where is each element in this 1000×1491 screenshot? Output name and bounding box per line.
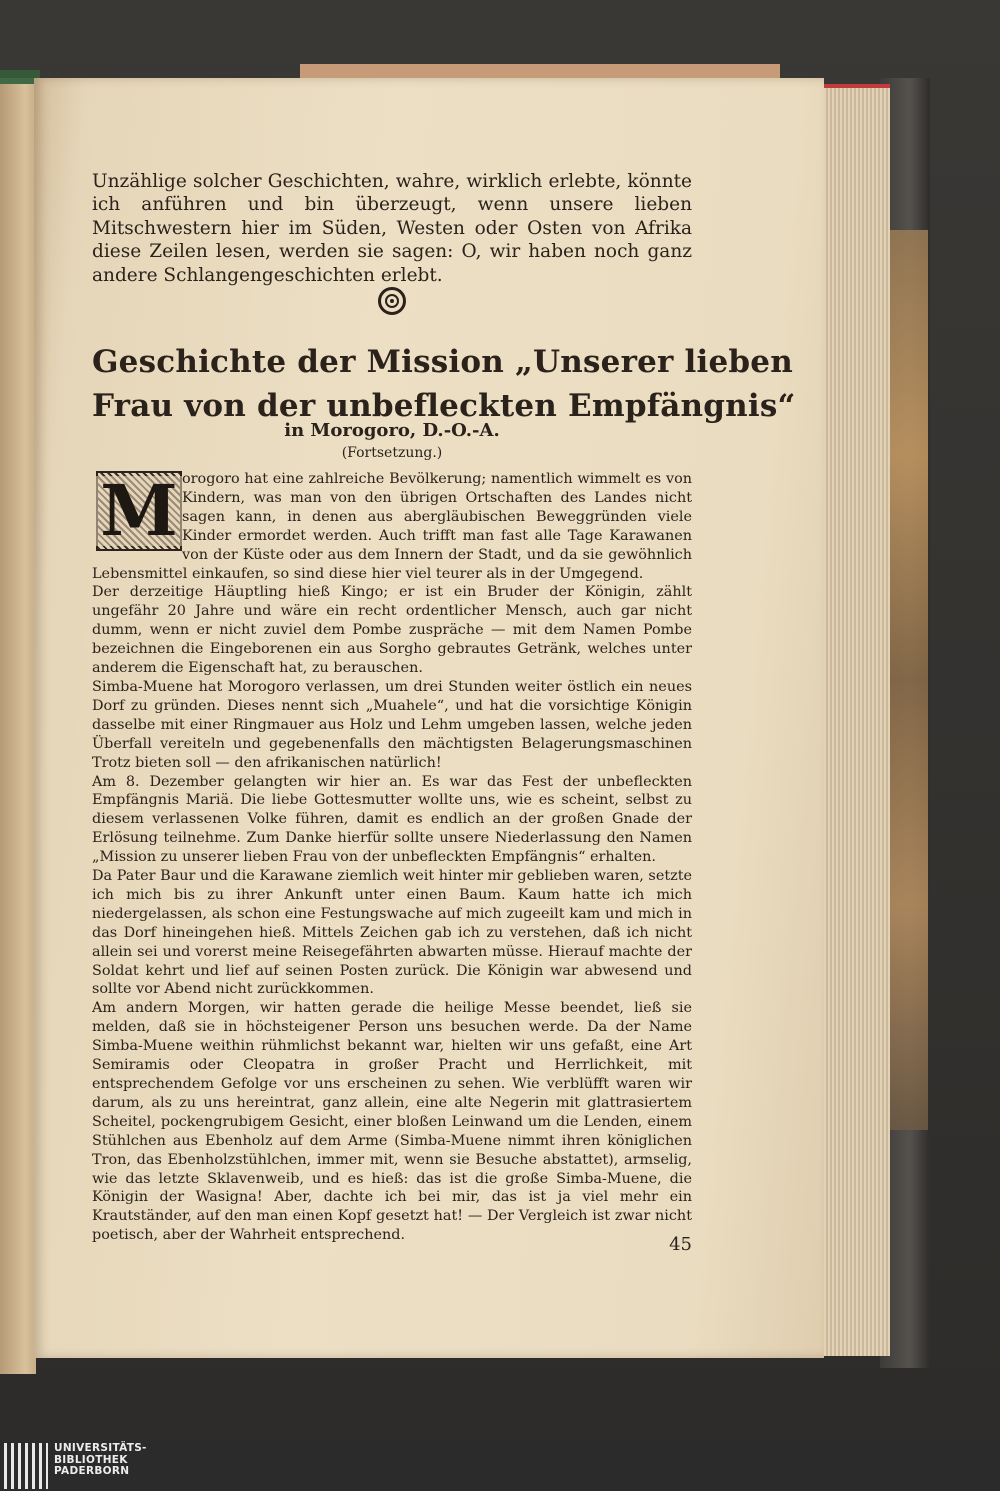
article-subtitle: in Morogoro, D.-O.-A. bbox=[284, 420, 500, 441]
paragraph-6: Am andern Morgen, wir hatten gerade die heilige Messe beendet, ließ sie melden, daß sie in höchsteigener Person uns besuchen werde. Da der Name Simba-Muene weithin rühmlichst bekannt war, hielten wir uns gefaßt, eine Art Semiramis oder Cleopatra in großer Pracht und Herrlichkeit, mit entsprechendem Gefolge vor uns erscheinen zu sehen. Wie verblüfft waren wir darum, als zu uns hereintrat, ganz allein, eine alte Negerin mit glattrasiertem Scheitel, pockengrubigem Gesicht, einer bloßen Leinwand um die Lenden, einem Stühlchen aus Ebenholz auf dem Arme (Simba-Muene nimmt ihren königlichen Tron, das Ebenholzstühlchen, immer mit, wenn sie Besuche abstattet), armselig, wie das letzte Sklavenweib, und es hieß: das ist die große Simba-Muene, die Königin der Wasigna! Aber, dachte ich bei mir, das ist ja viel mehr ein Krautständer, auf den man einen Kopf gesetzt hat! — Der Vergleich ist zwar nicht poetisch, aber der Wahrheit entsprechend. bbox=[92, 1000, 692, 1244]
drop-initial-letter: M bbox=[96, 476, 182, 546]
paragraph-4: Am 8. Dezember gelangten wir hier an. Es war das Fest der unbefleckten Empfängnis Mariä. Die liebe Gottesmutter wollte uns, wie es scheint, selbst zu diesem verlassenen Volke führen, damit es endlich an der großen Gnade der Erlösung teilnehme. Zum Danke hierfür sollte unsere Niederlassung den Namen „Mission zu unserer lieben Frau von der unbefleckten Empfängnis“ erhalten. bbox=[92, 773, 692, 866]
intro-paragraph: Unzählige solcher Geschichten, wahre, wirklich erlebte, könnte ich anführen und bin überzeugt, wenn unsere lieben Mitschwestern hier im Süden, Westen oder Osten von Afrika diese Zeilen lesen, werden sie sagen: O, wir haben noch ganz andere Schlangengeschichten erlebt. bbox=[92, 171, 692, 286]
continuation-note: (Fortsetzung.) bbox=[341, 445, 443, 461]
paragraph-5: Da Pater Baur und die Karawane ziemlich weit hinter mir geblieben waren, setzte ich mich bis zu ihrer Ankunft unter einen Baum. Kaum hatte ich mich niedergelassen, als schon eine Festungswache auf mich zugeeilt kam und mich in das Dorf hineingehen hieß. Mittels Zeichen gab ich zu verstehen, daß ich nicht allein sei und vorerst meine Reisegefährten abwarten müsse. Hierauf machte der Soldat kehrt und lief auf seinen Posten zurück. Die Königin war abwesend und sollte vor Abend nicht zurückkommen. bbox=[92, 868, 692, 998]
article-title-line-2: Frau von der unbefleckten Empfängnis“ bbox=[92, 388, 796, 424]
library-logo-line-1: UNIVERSITÄTS- bbox=[54, 1442, 147, 1454]
page-number: 45 bbox=[669, 1234, 692, 1255]
paragraph-3: Simba-Muene hat Morogoro verlassen, um drei Stunden weiter östlich ein neues Dorf zu gründen. Dieses nennt sich „Muahele“, und hat die vorsichtige Königin dasselbe mit einer Ringmauer aus Holz und Lehm umgeben lassen, welche jeden Überfall vereiteln und gegebenenfalls den mächtigsten Belagerungsmaschinen Trotz bieten soll — den afrikanischen natürlich! bbox=[92, 678, 692, 771]
cover-marbling bbox=[890, 230, 928, 1130]
article-title bbox=[92, 340, 796, 428]
paragraph-2: Der derzeitige Häuptling hieß Kingo; er ist ein Bruder der Königin, zählt ungefähr 20 Jahre und wäre ein recht ordentlicher Mensch, auch gar nicht dumm, wenn er nicht zuviel dem Pombe zuspräche — mit dem Namen Pombe bezeichnen die Eingeborenen ein aus Sorgho gebrautes Getränk, welches unter anderem die Eigenschaft hat, zu berauschen. bbox=[92, 584, 692, 677]
library-barcode-logo-icon bbox=[4, 1443, 48, 1489]
page-stack-edge bbox=[820, 84, 890, 1356]
paragraph-1-text: orogoro hat eine zahlreiche Bevölkerung; namentlich wimmelt es von Kindern, was man von den übrigen Ortschaften des Landes nicht sagen kann, in denen aus abergläubischen Beweggründen viele Kinder ermordet werden. Auch trifft man fast alle Tage Karawanen von der Küste oder aus dem Innern der Stadt, und da sie gewöhnlich Lebensmittel einkaufen, so sind diese hier viel teurer als in der Umgegend. bbox=[92, 471, 692, 582]
library-logo-line-3: PADERBORN bbox=[54, 1465, 130, 1478]
section-ornament-icon bbox=[378, 287, 406, 315]
paragraph-1 bbox=[92, 470, 692, 583]
article-title-line-1: Geschichte der Mission „Unserer lieben bbox=[92, 344, 793, 380]
drop-initial bbox=[96, 471, 182, 551]
library-logo-text bbox=[54, 1443, 254, 1478]
library-logo-line-2: BIBLIOTHEK bbox=[54, 1453, 128, 1466]
article-body bbox=[92, 470, 692, 1245]
left-facing-page bbox=[0, 78, 36, 1374]
